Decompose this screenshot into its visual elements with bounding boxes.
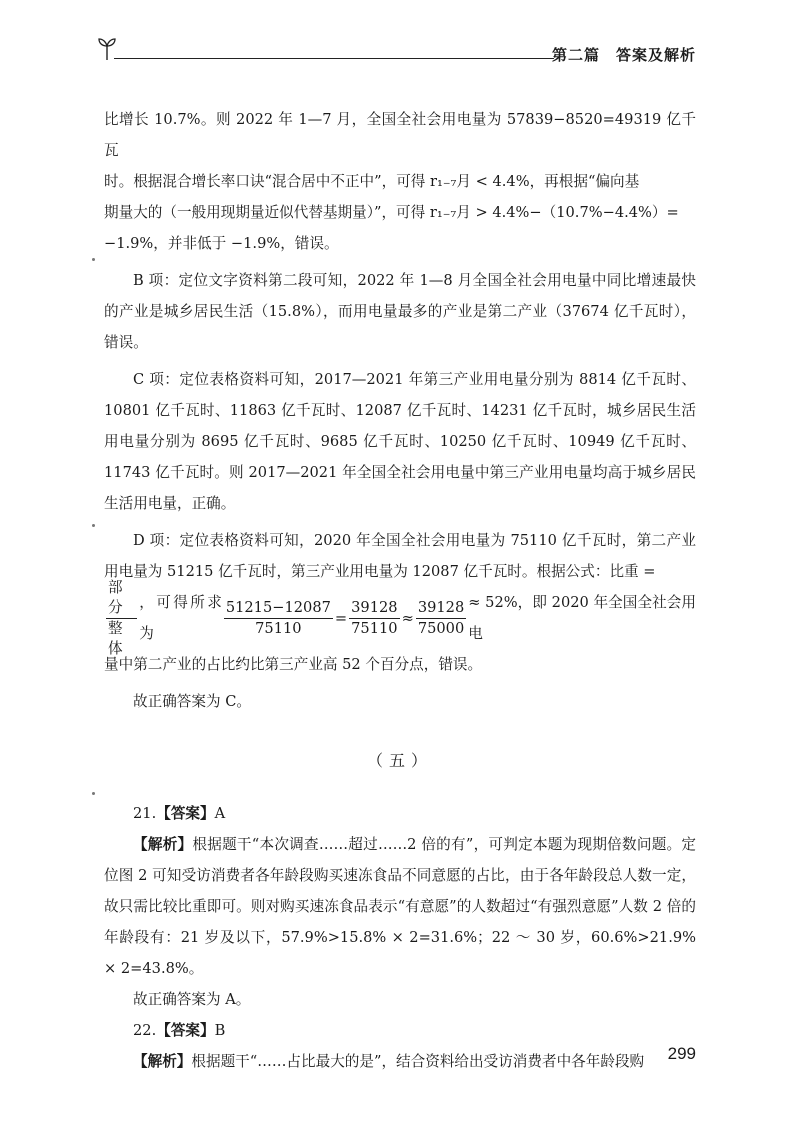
fraction-difference: $\frac{51215-12087}{75110}$	[225, 598, 331, 637]
formula-line: $\frac{\text{部分}}{\text{整体}}$ ，可得所求为 $\frac{51215-12087}{75110}$ = $\frac{39128}{75110}$ ≈ $\frac{39128}{75000}$ ≈ 52%，即 2020 年全国全社会用电	[108, 578, 696, 657]
margin-dot	[92, 524, 95, 527]
paragraph-a-line1: 比增长 10.7%。则 2022 年 1—7 月，全国全社会用电量为 57839−8520=49319 亿千瓦	[104, 111, 696, 159]
q21-explanation: 【解析】根据题干“本次调查……超过……2 倍的有”，可判定本题为现期倍数问题。定位图 2 可知受访消费者各年龄段购买速冻食品不同意愿的占比，由于各年龄段总人数一定，故只需比较比重即可。则对购买速冻食品表示“有意愿”的人数超过“有强烈意愿”人数 2 倍的年龄段有：21 岁及以下，57.9%>15.8% × 2=31.6%；22 ～ 30 岁，60.6%>21.9% × 2=43.8%。	[104, 836, 696, 977]
page-body	[104, 104, 696, 1077]
paragraph-option-d: D 项：定位表格资料可知，2020 年全国全社会用电量为 75110 亿千瓦时，第二产业用电量为 51215 亿千瓦时，第三产业用电量为 12087 亿千瓦时。根据公式：比重 =	[104, 532, 696, 580]
paragraph-a-line4: −1.9%，并非低于 −1.9%，错误。	[104, 235, 339, 252]
chapter-title: 第二篇 答案及解析	[551, 46, 696, 64]
fraction-share: $\frac{\text{部分}}{\text{整体}}$	[106, 578, 137, 659]
paragraph-option-b: B 项：定位文字资料第二段可知，2022 年 1—8 月全国全社会用电量中同比增速最快的产业是城乡居民生活（15.8%），而用电量最多的产业是第二产业（37674 亿千瓦时），错误。	[104, 272, 696, 351]
header-rule	[114, 58, 554, 59]
answer-c: 故正确答案为 C。	[133, 693, 251, 710]
paragraph-a-line3: 期量大的（一般用现期量近似代替基期量）”，可得 r₁₋₇月 > 4.4%−（10.7%−4.4%）=	[104, 204, 679, 221]
fraction-exact: $\frac{39128}{75110}$	[351, 598, 398, 637]
q21-answer: 21.【答案】A	[133, 805, 226, 822]
paragraph-option-c: C 项：定位表格资料可知，2017—2021 年第三产业用电量分别为 8814 亿千瓦时、10801 亿千瓦时、11863 亿千瓦时、12087 亿千瓦时、14231 亿千瓦时，城乡居民生活用电量分别为 8695 亿千瓦时、9685 亿千瓦时、10250 亿千瓦时、10949 亿千瓦时、11743 亿千瓦时。则 2017—2021 年全国全社会用电量中第三产业用电量均高于城乡居民生活用电量，正确。	[104, 371, 696, 512]
q22-answer: 22.【答案】B	[133, 1022, 226, 1039]
paragraph-option-d-end: 量中第二产业的占比约比第三产业高 52 个百分点，错误。	[104, 656, 483, 673]
margin-dot	[92, 792, 95, 795]
answer-a: 故正确答案为 A。	[133, 991, 251, 1008]
running-header	[96, 36, 696, 76]
paragraph-a-line2: 时。根据混合增长率口诀“混合居中不正中”，可得 r₁₋₇月 < 4.4%，再根据“偏向基	[104, 173, 640, 190]
q22-explanation: 【解析】根据题干“……占比最大的是”，结合资料给出受访消费者中各年龄段购	[133, 1053, 645, 1070]
fraction-approx: $\frac{39128}{75000}$	[417, 598, 465, 637]
margin-dot	[92, 258, 95, 261]
section-heading: （五）	[366, 751, 433, 770]
page-number: 299	[667, 1044, 696, 1063]
